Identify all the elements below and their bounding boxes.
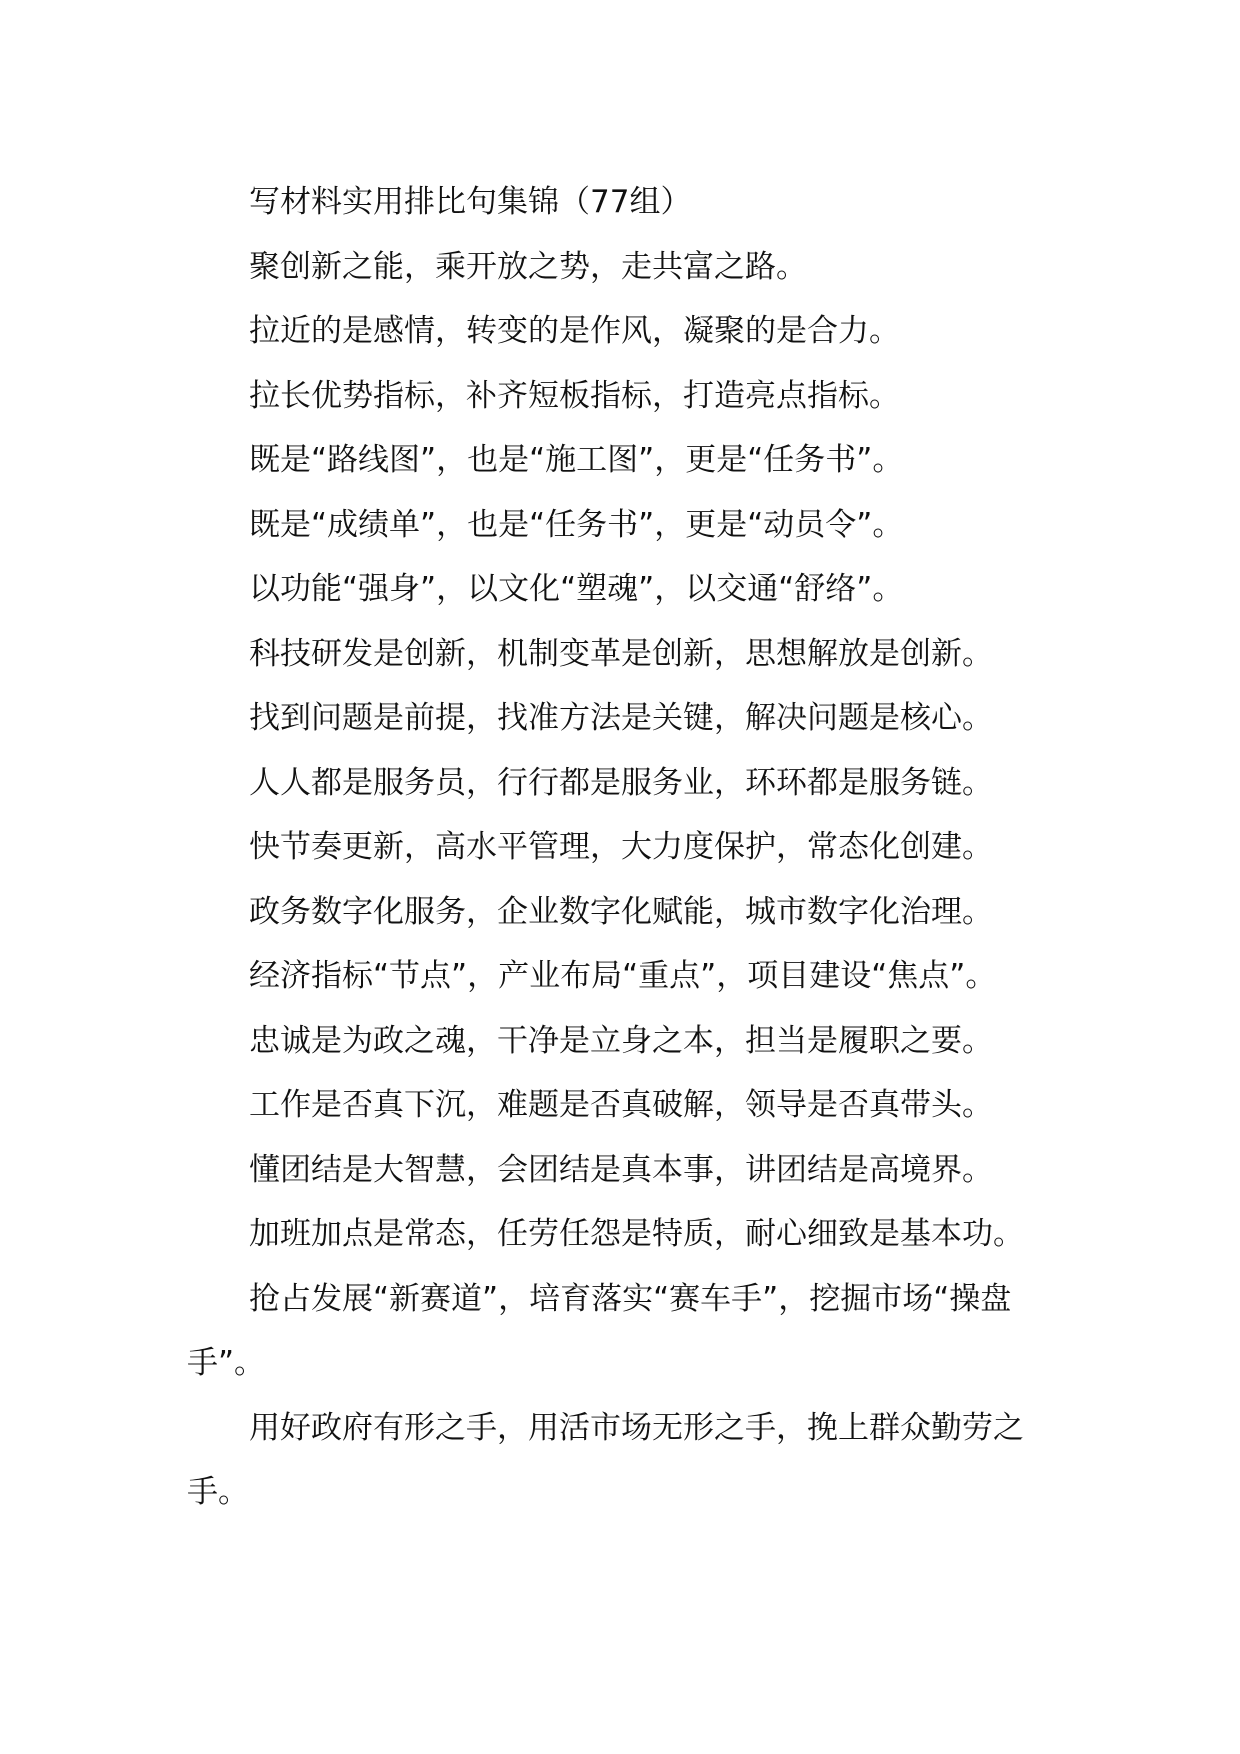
document-paragraph: 抢占发展“新赛道”，培育落实“赛车手”，挖掘市场“操盘手”。	[187, 1280, 1012, 1381]
document-paragraph: 以功能“强身”，以文化“塑魂”，以交通“舒络”。	[249, 571, 904, 607]
document-paragraph: 政务数字化服务，企业数字化赋能，城市数字化治理。	[249, 893, 993, 930]
document-paragraph: 科技研发是创新，机制变革是创新，思想解放是创新。	[249, 635, 993, 672]
document-paragraph: 既是“路线图”，也是“施工图”，更是“任务书”。	[249, 442, 904, 478]
document-paragraph: 找到问题是前提，找准方法是关键，解决问题是核心。	[249, 700, 993, 736]
document-paragraph: 加班加点是常态，任劳任怨是特质，耐心细致是基本功。	[249, 1216, 1024, 1252]
document-paragraph: 经济指标“节点”，产业布局“重点”，项目建设“焦点”。	[249, 958, 997, 994]
document-paragraph: 工作是否真下沉，难题是否真破解，领导是否真带头。	[249, 1087, 993, 1123]
document-title: 写材料实用排比句集锦（77组）	[249, 184, 692, 220]
document-paragraph: 懂团结是大智慧，会团结是真本事，讲团结是高境界。	[249, 1151, 993, 1188]
document-paragraph: 拉长优势指标，补齐短板指标，打造亮点指标。	[249, 377, 900, 414]
document-paragraph: 用好政府有形之手，用活市场无形之手，挽上群众勤劳之手。	[187, 1409, 1024, 1510]
document-paragraph: 忠诚是为政之魂，干净是立身之本，担当是履职之要。	[249, 1022, 993, 1059]
document-paragraph: 快节奏更新，高水平管理，大力度保护，常态化创建。	[249, 829, 993, 865]
document-body	[187, 170, 1053, 1525]
document-paragraph: 拉近的是感情，转变的是作风，凝聚的是合力。	[249, 313, 900, 349]
document-paragraph: 人人都是服务员，行行都是服务业，环环都是服务链。	[249, 764, 993, 801]
document-paragraph: 聚创新之能，乘开放之势，走共富之路。	[249, 248, 807, 285]
document-paragraph: 既是“成绩单”，也是“任务书”，更是“动员令”。	[249, 506, 904, 543]
